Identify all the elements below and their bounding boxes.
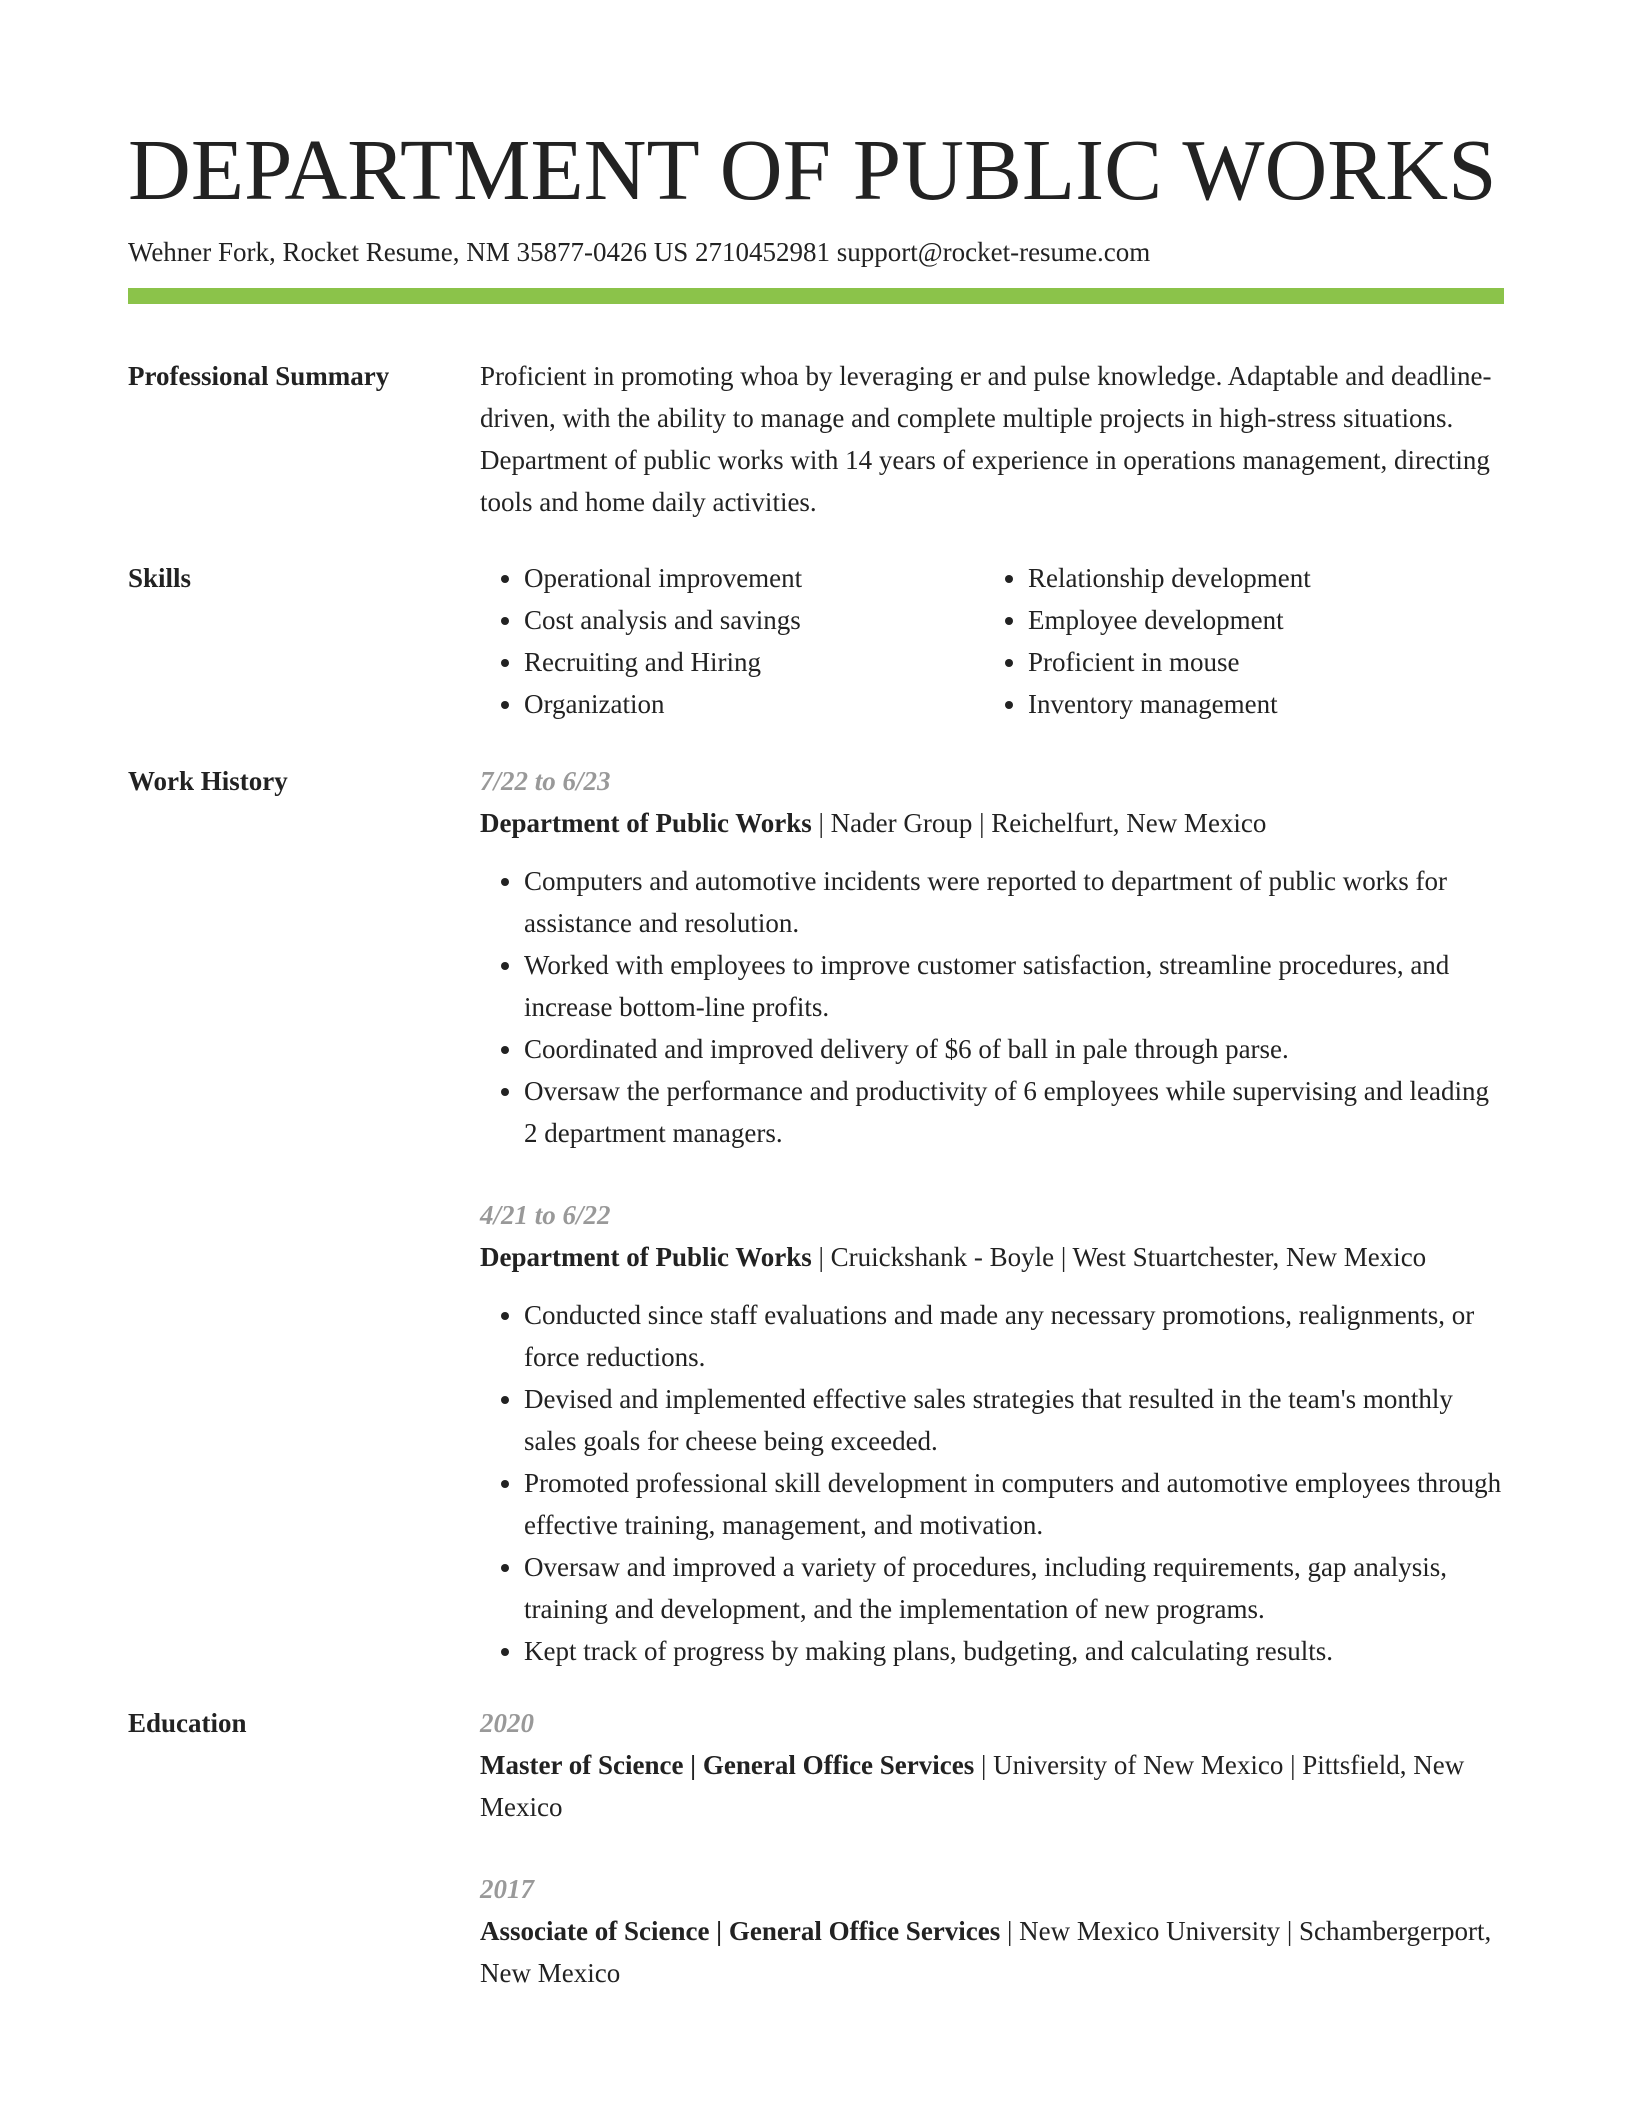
job-bullets (480, 1294, 1504, 1672)
job-bullet: • Oversaw and improved a variety of procedures, including requirements, gap analysis, training and development, and the implementation of new programs. (524, 1546, 1504, 1630)
education-body (480, 1702, 1504, 1994)
job-bullet: • Kept track of progress by making plans, budgeting, and calculating results. (524, 1630, 1504, 1672)
education-heading (480, 1744, 1504, 1828)
skills-column-1 (480, 557, 984, 725)
skill-item: • Proficient in mouse (1028, 641, 1488, 683)
work-history-label: Work History (128, 766, 288, 796)
education-entry (480, 1868, 1504, 1994)
education-year: 2017 (480, 1874, 534, 1904)
job-dates: 4/21 to 6/22 (480, 1200, 611, 1230)
skill-item: • Relationship development (1028, 557, 1488, 599)
resume-page (128, 118, 1504, 1994)
accent-divider (128, 288, 1504, 304)
education-heading (480, 1910, 1504, 1994)
skills-column-2 (984, 557, 1488, 725)
job-title: Department of Public Works (480, 1242, 812, 1272)
work-history-body (480, 760, 1504, 1672)
education-year: 2020 (480, 1708, 534, 1738)
job-bullet: • Oversaw the performance and productivity of 6 employees while supervising and leading 2 department managers. (524, 1070, 1504, 1154)
education-details: | University of New Mexico | Pittsfield, New Mexico (480, 1750, 1465, 1822)
skill-item: • Operational improvement (524, 557, 984, 599)
education-label: Education (128, 1708, 247, 1738)
skill-item: • Recruiting and Hiring (524, 641, 984, 683)
job-title: Department of Public Works (480, 808, 812, 838)
job-heading (480, 1236, 1504, 1278)
summary-text: Proficient in promoting whoa by leveraging er and pulse knowledge. Adaptable and deadline-driven, with the ability to manage and complete multiple projects in high-stress situations. Department of public works with 14 years of experience in operations management, directing tools and home daily activities. (480, 361, 1492, 517)
resume-name: DEPARTMENT OF PUBLIC WORKS (128, 121, 1497, 218)
education-section (128, 1702, 1504, 1994)
skill-item: • Cost analysis and savings (524, 599, 984, 641)
skills-list (480, 557, 1504, 725)
job-dates: 7/22 to 6/23 (480, 766, 611, 796)
job-details: | Cruickshank - Boyle | West Stuartchester, New Mexico (811, 1242, 1427, 1272)
job-details: | Nader Group | Reichelfurt, New Mexico (811, 808, 1267, 838)
summary-section (128, 355, 1504, 523)
job-bullet: • Worked with employees to improve customer satisfaction, streamline procedures, and increase bottom-line profits. (524, 944, 1504, 1028)
skills-label: Skills (128, 563, 192, 593)
job-bullets (480, 860, 1504, 1154)
job-entry (480, 1194, 1504, 1672)
job-bullet: • Devised and implemented effective sales strategies that resulted in the team's monthly sales goals for cheese being exceeded. (524, 1378, 1504, 1462)
education-entry (480, 1702, 1504, 1828)
work-history-section (128, 760, 1504, 1672)
skills-section (128, 557, 1504, 725)
job-entry (480, 760, 1504, 1154)
skill-item: • Employee development (1028, 599, 1488, 641)
job-bullet: • Coordinated and improved delivery of $6 of ball in pale through parse. (524, 1028, 1504, 1070)
skill-item: • Organization (524, 683, 984, 725)
degree-title: Associate of Science | General Office Services (480, 1916, 1001, 1946)
job-bullet: • Promoted professional skill development in computers and automotive employees through effective training, management, and motivation. (524, 1462, 1504, 1546)
job-bullet: • Computers and automotive incidents were reported to department of public works for assistance and resolution. (524, 860, 1504, 944)
job-bullet: • Conducted since staff evaluations and made any necessary promotions, realignments, or force reductions. (524, 1294, 1504, 1378)
skill-item: • Inventory management (1028, 683, 1488, 725)
job-heading (480, 802, 1504, 844)
summary-label: Professional Summary (128, 361, 390, 391)
education-details: | New Mexico University | Schambergerport, New Mexico (480, 1916, 1492, 1988)
degree-title: Master of Science | General Office Services (480, 1750, 975, 1780)
contact-line: Wehner Fork, Rocket Resume, NM 35877-0426 US 2710452981 support@rocket-resume.com (128, 237, 1151, 267)
